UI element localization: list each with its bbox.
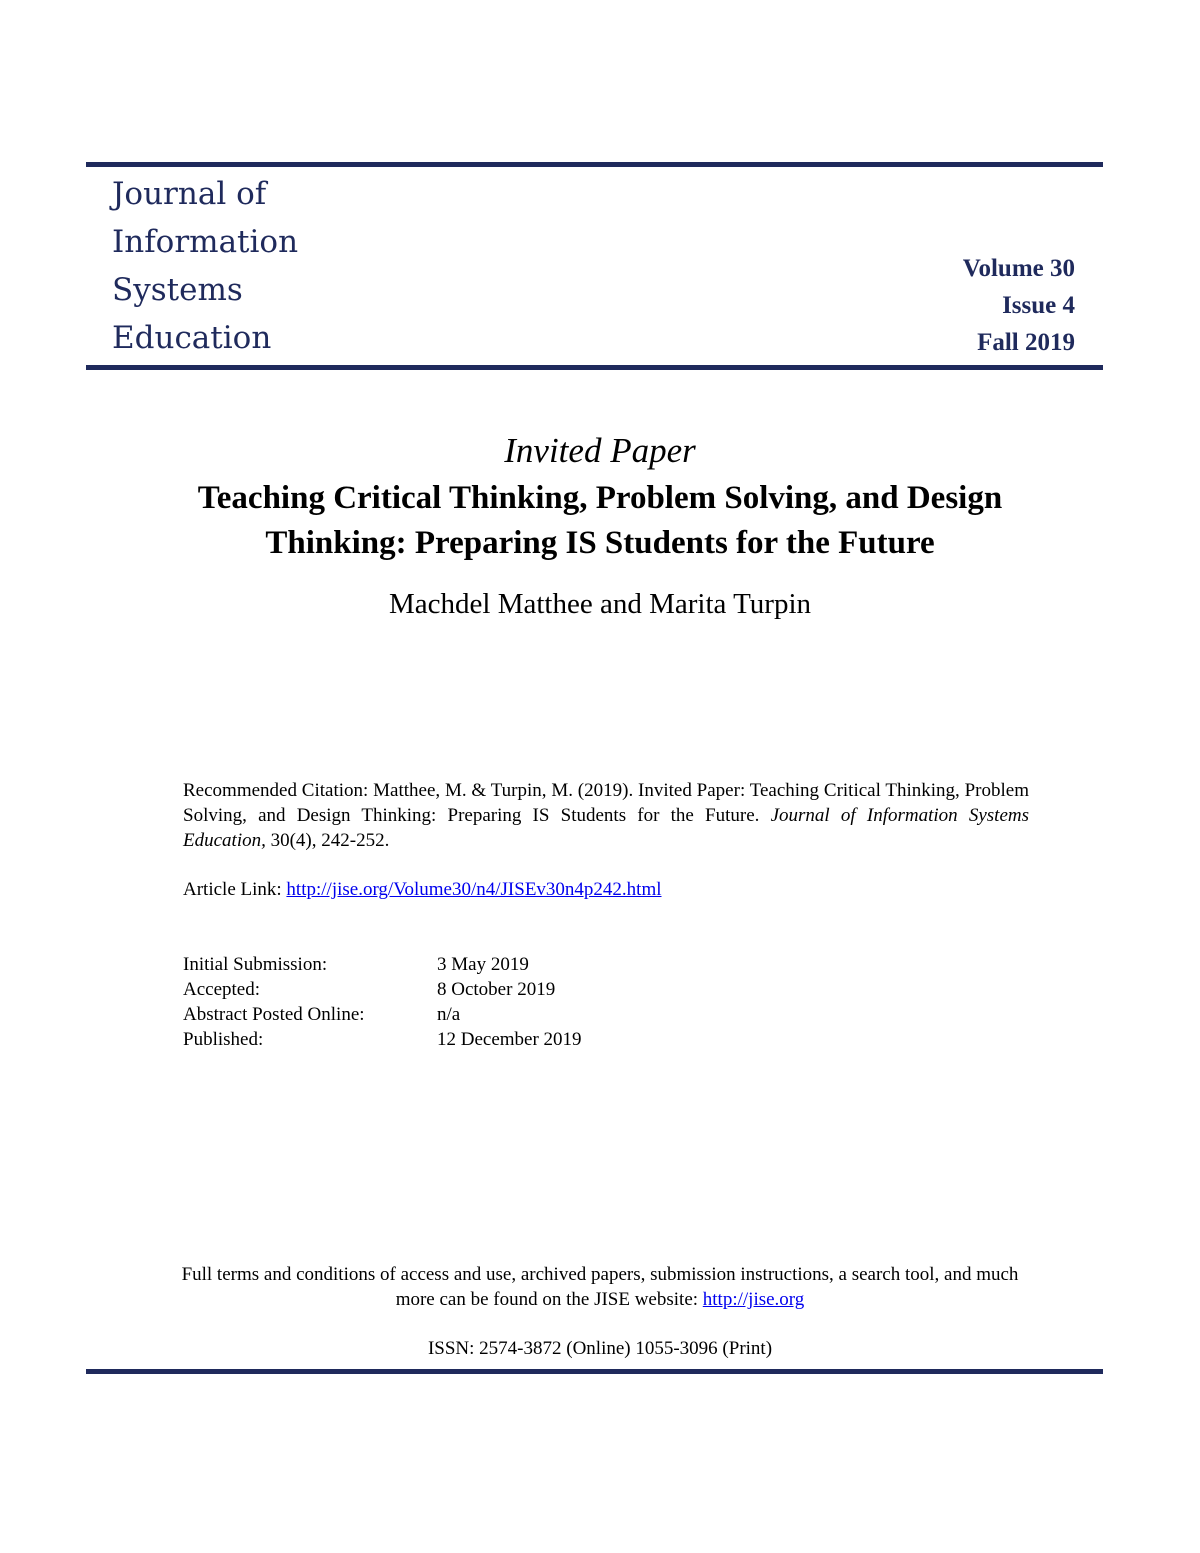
citation-prefix: Recommended Citation: Matthee, M. & Turpin, M. (2019). Invited Paper: Teaching Critical Thinking, Problem Solving, and Design Thinking: Preparing IS Students for the Future.	[183, 780, 1029, 826]
journal-name-line-1: Journal of	[112, 176, 267, 212]
journal-name-line-3: Systems	[112, 272, 243, 308]
date-label: Published:	[183, 1029, 264, 1050]
date-value: n/a	[437, 1004, 461, 1025]
issn: ISSN: 2574-3872 (Online) 1055-3096 (Print)	[427, 1338, 773, 1359]
date-row	[183, 977, 582, 1002]
volume-label: Volume 30	[962, 255, 1075, 282]
article-link-line	[183, 877, 662, 902]
terms-text	[160, 1262, 1040, 1312]
authors: Machdel Matthee and Marita Turpin	[388, 588, 812, 620]
article-link[interactable]: http://jise.org/Volume30/n4/JISEv30n4p242.html	[286, 879, 662, 900]
date-value: 12 December 2019	[437, 1029, 582, 1050]
date-label: Abstract Posted Online:	[183, 1004, 365, 1025]
journal-name-line-4: Education	[112, 320, 272, 356]
citation-journal: Journal of Information Systems Education,	[183, 805, 1029, 851]
article-link-label: Article Link:	[183, 879, 287, 900]
date-label: Accepted:	[183, 979, 261, 1000]
top-rule	[86, 162, 1103, 167]
issue-info	[963, 250, 1075, 361]
date-row	[183, 1002, 582, 1027]
issue-label: Issue 4	[1002, 292, 1075, 319]
season-label: Fall 2019	[977, 329, 1075, 356]
terms-text-body: Full terms and conditions of access and use, archived papers, submission instructions, a search tool, and much more can be found on the JISE website:	[181, 1264, 1019, 1310]
recommended-citation	[183, 778, 1029, 853]
article-type: Invited Paper	[504, 431, 696, 470]
header-bottom-rule	[86, 365, 1103, 370]
submission-dates	[183, 952, 582, 1052]
date-value: 3 May 2019	[437, 954, 529, 975]
citation-suffix: 30(4), 242-252.	[265, 830, 390, 851]
footer	[100, 1262, 1100, 1361]
footer-rule	[86, 1369, 1103, 1374]
journal-name	[112, 170, 298, 362]
date-row	[183, 952, 582, 977]
date-value: 8 October 2019	[437, 979, 556, 1000]
date-row	[183, 1027, 582, 1052]
journal-name-line-2: Information	[112, 224, 299, 260]
paper-title: Teaching Critical Thinking, Problem Solving, and Design Thinking: Preparing IS Students for the Future	[197, 480, 1003, 561]
date-label: Initial Submission:	[183, 954, 328, 975]
title-block	[100, 428, 1100, 622]
jise-website-link[interactable]: http://jise.org	[702, 1289, 805, 1310]
